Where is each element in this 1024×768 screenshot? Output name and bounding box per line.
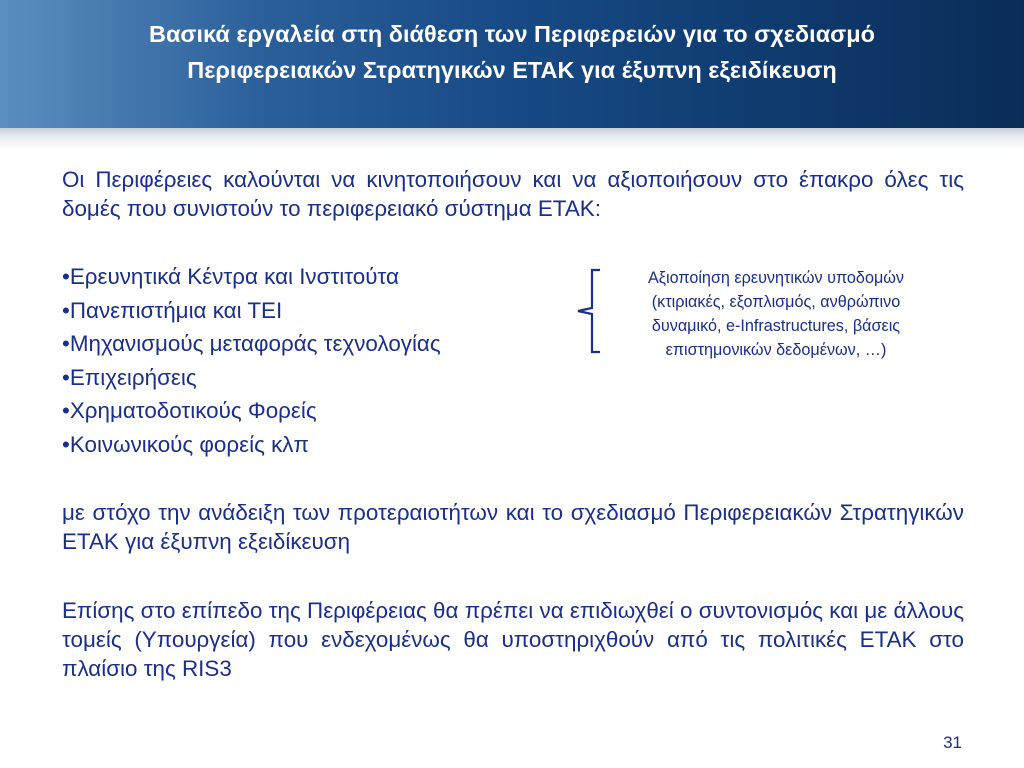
list-item: •Ερευνητικά Κέντρα και Ινστιτούτα xyxy=(62,264,399,289)
coordination-paragraph: Επίσης στο επίπεδο της Περιφέρειας θα πρέπει να επιδιωχθεί ο συντονισμός και με άλλους τομείς (Υπουργεία) που ενδεχομένως θα υποστηριχθούν από τις πολιτικές ΕΤΑΚ στο πλαίσιο της RIS3 xyxy=(62,598,964,681)
infrastructure-note-line: δυναμικό, e-Infrastructures, βάσεις xyxy=(651,317,901,335)
slide-title-line-1: Βασικά εργαλεία στη διάθεση των Περιφερειών για το σχεδιασμό xyxy=(149,21,875,47)
curly-brace-icon xyxy=(572,268,604,354)
infrastructure-note xyxy=(606,266,946,362)
infrastructure-note-line: Αξιοποίηση ερευνητικών υποδομών xyxy=(647,269,905,287)
slide-title xyxy=(40,16,984,88)
list-item: •Μηχανισμούς μεταφοράς τεχνολογίας xyxy=(62,331,441,357)
list-item: •Επιχειρήσεις xyxy=(62,364,197,390)
slide-title-line-2: Περιφερειακών Στρατηγικών ΕΤΑΚ για έξυπνη εξειδίκευση xyxy=(187,57,837,83)
list-item: •Χρηματοδοτικούς Φορείς xyxy=(62,398,317,424)
page-number: 31 xyxy=(943,733,962,752)
list-item: •Κοινωνικούς φορείς κλπ xyxy=(62,431,309,457)
list-item: •Πανεπιστήμια και ΤΕΙ xyxy=(62,297,283,323)
header-shadow xyxy=(0,128,1024,150)
goal-paragraph: με στόχο την ανάδειξη των προτεραιοτήτων και το σχεδιασμό Περιφερειακών Στρατηγικών ΕΤΑΚ για έξυπνη εξειδίκευση xyxy=(62,500,964,554)
intro-paragraph: Οι Περιφέρειες καλούνται να κινητοποιήσουν και να αξιοποιήσουν στο έπακρο όλες τις δομές που συνιστούν το περιφερειακό σύστημα ΕΤΑΚ: xyxy=(62,167,964,221)
infrastructure-note-line: (κτιριακές, εξοπλισμός, ανθρώπινο xyxy=(651,293,901,311)
infrastructure-note-line: επιστημονικών δεδομένων, …) xyxy=(665,341,887,359)
